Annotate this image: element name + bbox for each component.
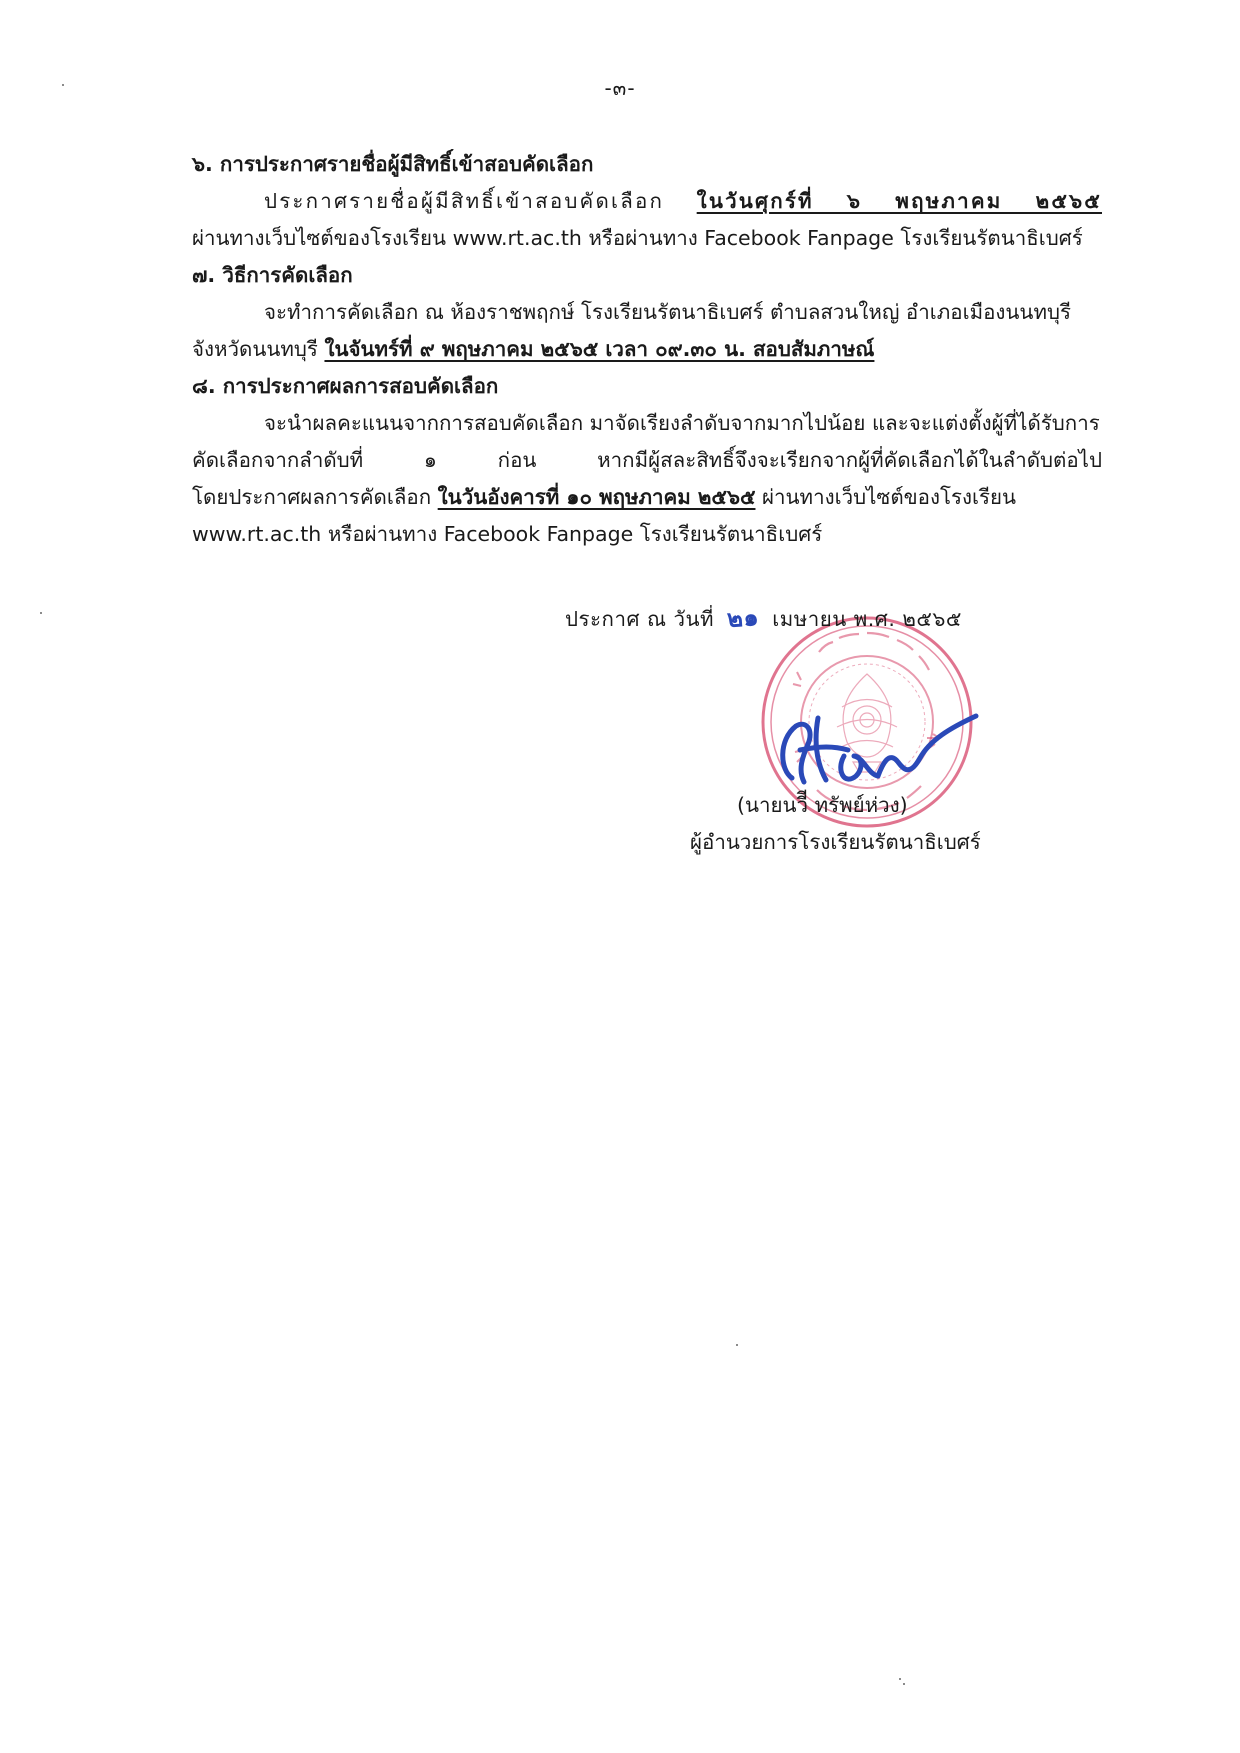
- scan-speck: [903, 1683, 905, 1685]
- section-6-date: ในวันศุกร์ที่ ๖ พฤษภาคม ๒๕๖๕: [696, 189, 1102, 213]
- section-8-suffix: ผ่านทางเว็บไซต์ของโรงเรียน: [762, 485, 1017, 509]
- section-6-heading: ๖. การประกาศรายชื่อผู้มีสิทธิ์เข้าสอบคัดเลือก: [192, 152, 594, 176]
- section-7-date-time: ในจันทร์ที่ ๙ พฤษภาคม ๒๕๖๕ เวลา ๐๙.๓๐ น. สอบสัมภาษณ์: [324, 337, 875, 361]
- section-7-line-1: จะทำการคัดเลือก ณ ห้องราชพฤกษ์ โรงเรียนรัตนาธิเบศร์ ตำบลสวนใหญ่ อำเภอเมืองนนทบุรี: [264, 300, 1071, 324]
- section-7-heading: ๗. วิธีการคัดเลือก: [192, 263, 353, 287]
- section-8-text: โดยประกาศผลการคัดเลือก: [192, 485, 432, 509]
- signer-name: (นายนวีี ทรัพย์ห่วง): [737, 793, 908, 817]
- scan-speck: [62, 84, 64, 86]
- section-8-line-1: จะนำผลคะแนนจากการสอบคัดเลือก มาจัดเรียงลำดับจากมากไปน้อย และจะแต่งตั้งผู้ที่ได้รับการ: [264, 411, 1100, 435]
- director-signature: [770, 700, 980, 800]
- section-8-date: ในวันอังคารที่ ๑๐ พฤษภาคม ๒๕๖๕: [437, 485, 756, 509]
- announcement-month-year: เมษายน พ.ศ. ๒๕๖๕: [772, 607, 962, 631]
- scan-speck: [736, 1344, 738, 1346]
- section-8-line-2: คัดเลือกจากลำดับที่ ๑ ก่อน หากมีผู้สละสิทธิ์จึงจะเรียกจากผู้ที่คัดเลือกได้ในลำดับต่อไป: [192, 448, 1102, 472]
- page-number: -๓-: [604, 76, 636, 100]
- section-8-heading: ๘. การประกาศผลการสอบคัดเลือก: [192, 374, 499, 398]
- section-6-text: ประกาศรายชื่อผู้มีสิทธิ์เข้าสอบคัดเลือก: [264, 189, 665, 213]
- scan-speck: [899, 1678, 901, 1680]
- handwritten-day: ๒๑: [726, 602, 761, 634]
- signer-title: ผู้อำนวยการโรงเรียนรัตนาธิเบศร์: [690, 830, 981, 854]
- scan-speck: [40, 612, 42, 614]
- announcement-date-line: [565, 598, 962, 637]
- section-6-line-2: ผ่านทางเว็บไซต์ของโรงเรียน www.rt.ac.th หรือผ่านทาง Facebook Fanpage โรงเรียนรัตนาธิเบศร์: [192, 226, 1083, 250]
- section-8-line-4: www.rt.ac.th หรือผ่านทาง Facebook Fanpage โรงเรียนรัตนาธิเบศร์: [192, 522, 823, 546]
- section-7-province: จังหวัดนนทบุรี: [192, 337, 318, 361]
- announcement-prefix: ประกาศ ณ วันที่: [565, 607, 715, 631]
